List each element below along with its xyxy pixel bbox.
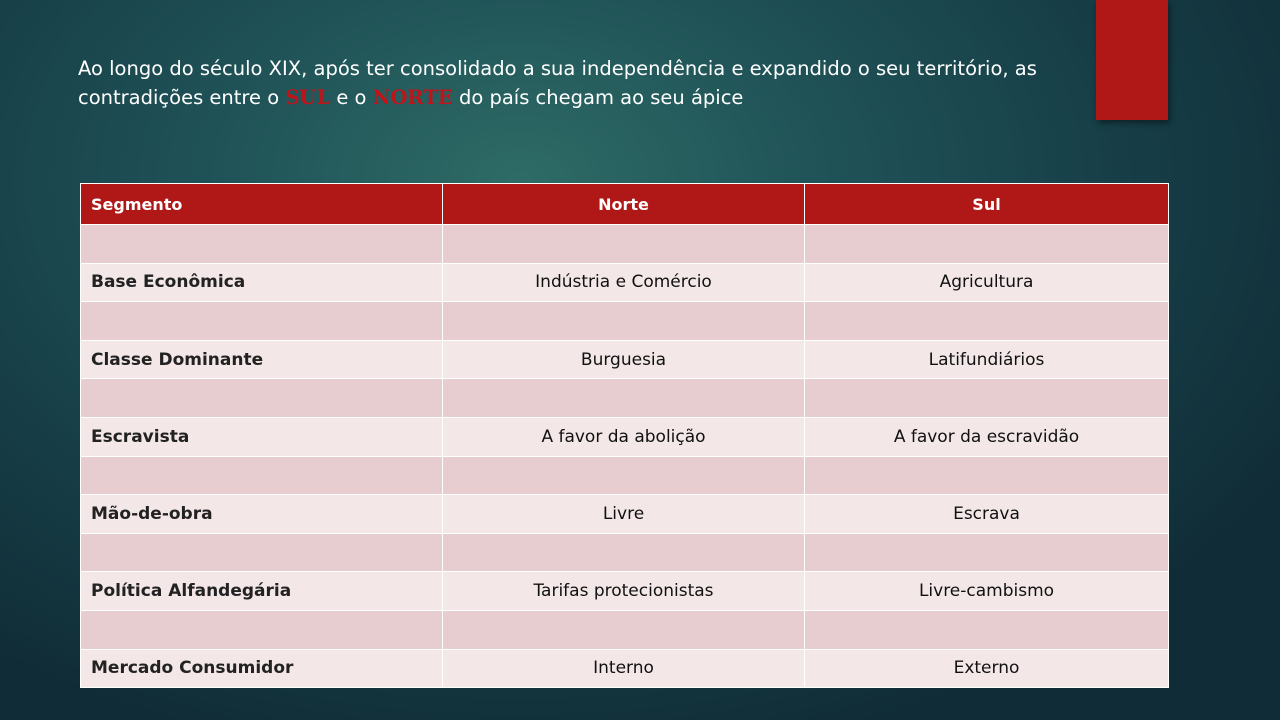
spacer-cell — [443, 302, 805, 341]
table-row — [81, 340, 1169, 379]
table-spacer-row — [81, 225, 1169, 264]
table-spacer-row — [81, 302, 1169, 341]
spacer-cell — [81, 533, 443, 572]
norte-cell: Tarifas protecionistas — [443, 572, 805, 611]
sul-cell: Agricultura — [805, 263, 1169, 302]
sul-cell: Latifundiários — [805, 340, 1169, 379]
spacer-cell — [805, 456, 1169, 495]
decorative-red-tab — [1096, 0, 1168, 120]
norte-cell: Burguesia — [443, 340, 805, 379]
spacer-cell — [443, 533, 805, 572]
table-row — [81, 417, 1169, 456]
segmento-cell: Escravista — [81, 417, 443, 456]
segmento-cell: Política Alfandegária — [81, 572, 443, 611]
spacer-cell — [81, 610, 443, 649]
spacer-cell — [805, 533, 1169, 572]
spacer-cell — [805, 225, 1169, 264]
table-spacer-row — [81, 533, 1169, 572]
spacer-cell — [443, 610, 805, 649]
table-row — [81, 263, 1169, 302]
table-row — [81, 649, 1169, 688]
table-spacer-row — [81, 610, 1169, 649]
spacer-cell — [81, 225, 443, 264]
sul-cell: A favor da escravidão — [805, 417, 1169, 456]
heading-highlight-sul: SUL — [285, 86, 331, 109]
header-sul: Sul — [805, 184, 1169, 225]
sul-cell: Externo — [805, 649, 1169, 688]
heading-text-part3: do país chegam ao seu ápice — [452, 86, 744, 109]
table-header-row — [81, 184, 1169, 225]
spacer-cell — [81, 456, 443, 495]
spacer-cell — [805, 610, 1169, 649]
norte-cell: Indústria e Comércio — [443, 263, 805, 302]
sul-cell: Escrava — [805, 495, 1169, 534]
header-segmento: Segmento — [81, 184, 443, 225]
spacer-cell — [805, 302, 1169, 341]
norte-cell: Livre — [443, 495, 805, 534]
heading-highlight-norte: NORTE — [372, 86, 453, 109]
spacer-cell — [443, 379, 805, 418]
comparison-table — [80, 183, 1169, 688]
spacer-cell — [81, 379, 443, 418]
header-norte: Norte — [443, 184, 805, 225]
segmento-cell: Mão-de-obra — [81, 495, 443, 534]
spacer-cell — [805, 379, 1169, 418]
slide-heading — [78, 54, 1058, 112]
table-row — [81, 495, 1169, 534]
heading-text-part1: Ao longo do século XIX, após ter consolidado a sua independência e expandido o seu território, as contradições entre o — [78, 57, 1037, 109]
segmento-cell: Base Econômica — [81, 263, 443, 302]
spacer-cell — [443, 456, 805, 495]
spacer-cell — [81, 302, 443, 341]
sul-cell: Livre-cambismo — [805, 572, 1169, 611]
table-spacer-row — [81, 456, 1169, 495]
segmento-cell: Classe Dominante — [81, 340, 443, 379]
segmento-cell: Mercado Consumidor — [81, 649, 443, 688]
norte-cell: Interno — [443, 649, 805, 688]
heading-text-part2: e o — [330, 86, 373, 109]
table-row — [81, 572, 1169, 611]
spacer-cell — [443, 225, 805, 264]
norte-cell: A favor da abolição — [443, 417, 805, 456]
table-spacer-row — [81, 379, 1169, 418]
